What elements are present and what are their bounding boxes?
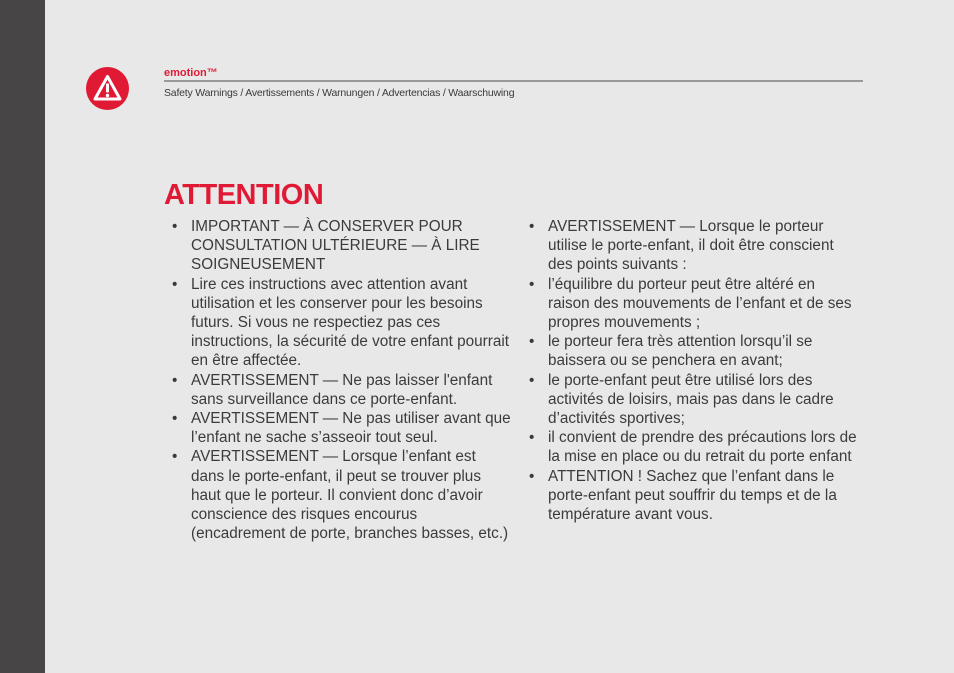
header-subtitle: Safety Warnings / Avertissements / Warnungen / Advertencias / Waarschuwing: [164, 87, 515, 99]
list-item-text: AVERTISSEMENT — Lorsque l’enfant est dans le porte-enfant, il peut se trouver plus haut que le porteur. Il convient donc d’avoir conscience des risques encourus (encadrement de porte, branches basses, etc.): [191, 448, 509, 543]
list-item-text: l’équilibre du porteur peut être altéré en raison des mouvements de l’enfant et de ses propres mouvements ;: [548, 275, 852, 332]
bullet: •: [529, 371, 535, 389]
section-title: ATTENTION: [164, 179, 324, 211]
list-item: [521, 217, 857, 275]
list-item: [164, 447, 512, 543]
list-item-text: ATTENTION ! Sachez que l’enfant dans le porte-enfant peut souffrir du temps et de la température avant vous.: [548, 467, 837, 524]
list-item-text: le porte-enfant peut être utilisé lors des activités de loisirs, mais pas dans le cadre d’activités sportives;: [548, 371, 834, 428]
list-item: [164, 409, 512, 447]
list-item: [164, 371, 512, 409]
bullet: •: [172, 371, 178, 389]
list-item: [521, 371, 857, 429]
warning-badge: [86, 67, 129, 110]
list-item: [521, 467, 857, 525]
list-item: [521, 332, 857, 370]
list-item-text: il convient de prendre des précautions lors de la mise en place ou du retrait du porte enfant: [548, 429, 857, 466]
bullet: •: [172, 410, 178, 428]
bullet: •: [172, 448, 178, 466]
bullet: •: [172, 218, 178, 235]
list-item: [164, 217, 512, 275]
list-item: [164, 275, 512, 371]
list-item-text: Lire ces instructions avec attention avant utilisation et les conserver pour les besoins futurs. Si vous ne respectiez pas ces instructions, la sécurité de votre enfant pourrait en être affectée.: [191, 275, 510, 370]
bullet: •: [529, 275, 535, 293]
warning-triangle-icon: [86, 67, 129, 110]
list-item-text: IMPORTANT — À CONSERVER POUR CONSULTATION ULTÉRIEURE — À LIRE SOIGNEUSEMENT: [191, 218, 480, 274]
bullet: •: [529, 429, 535, 447]
bullet: •: [529, 333, 535, 351]
list-item-text: AVERTISSEMENT — Ne pas utiliser avant que l’enfant ne sache s’asseoir tout seul.: [191, 410, 511, 447]
brand-name: emotion™: [164, 67, 218, 79]
list-item-text: AVERTISSEMENT — Lorsque le porteur utilise le porte-enfant, il doit être conscient des points suivants :: [548, 218, 834, 274]
list-item: [521, 428, 857, 466]
warnings-list-left: [164, 217, 512, 543]
bullet: •: [172, 275, 178, 293]
header-divider: [164, 80, 863, 82]
list-item-text: le porteur fera très attention lorsqu’il se baissera ou se penchera en avant;: [548, 333, 813, 370]
warnings-list-right: [521, 217, 857, 524]
bullet: •: [529, 467, 535, 485]
left-sidebar-band: [0, 0, 45, 673]
bullet: •: [529, 218, 535, 235]
list-item-text: AVERTISSEMENT — Ne pas laisser l'enfant sans surveillance dans ce porte-enfant.: [191, 371, 493, 408]
list-item: [521, 275, 857, 333]
